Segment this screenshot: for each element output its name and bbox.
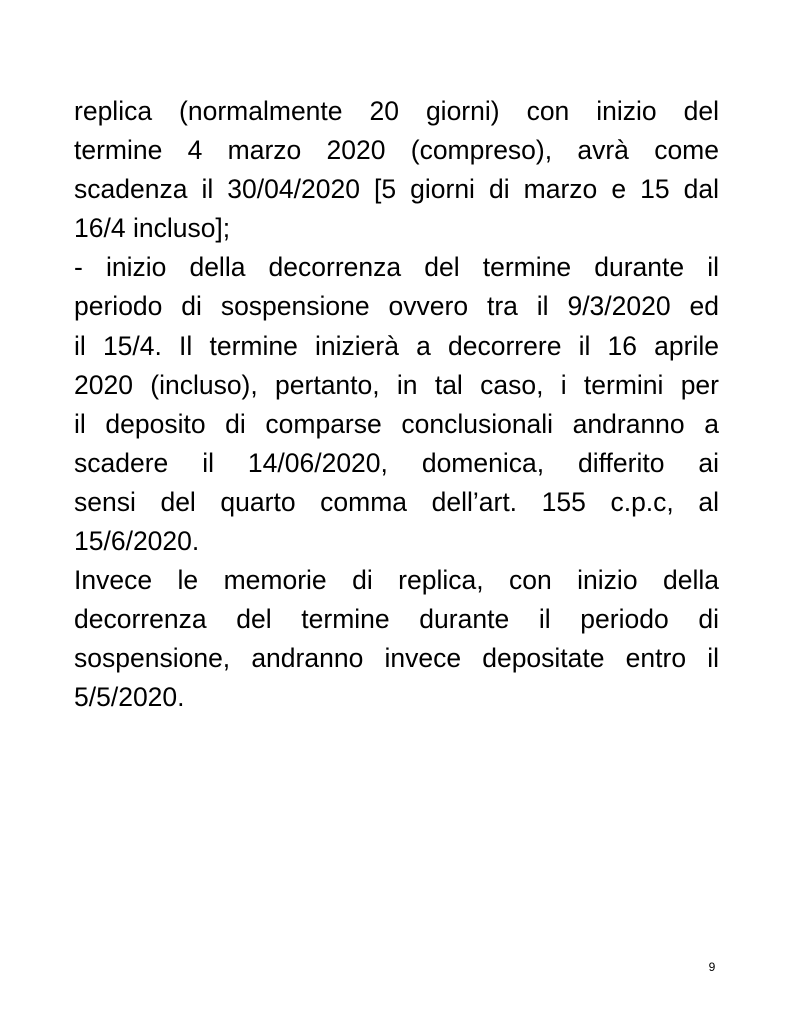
- text-line: periodo di sospensione ovvero tra il 9/3/2020 ed: [74, 291, 719, 322]
- text-line: 2020 (incluso), pertanto, in tal caso, i termini per: [74, 369, 719, 400]
- text-line: scadere il 14/06/2020, domenica, differito ai: [74, 447, 719, 478]
- text-line: decorrenza del termine durante il periodo di: [74, 604, 719, 635]
- text-line: - inizio della decorrenza del termine durante il: [74, 252, 719, 283]
- text-line: sospensione, andranno invece depositate entro il: [74, 643, 719, 674]
- text-line: replica (normalmente 20 giorni) con inizio del: [74, 96, 719, 126]
- text-line: il deposito di comparse conclusionali andranno a: [74, 408, 719, 439]
- text-line: scadenza il 30/04/2020 [5 giorni di marzo e 15 dal: [74, 174, 719, 205]
- text-line: sensi del quarto comma dell’art. 155 c.p.c, al: [74, 486, 719, 517]
- body-text: [74, 92, 719, 718]
- text-line: 16/4 incluso];: [74, 213, 231, 244]
- text-line: 15/6/2020.: [74, 526, 200, 557]
- text-line: 5/5/2020.: [74, 682, 185, 713]
- text-line: Invece le memorie di replica, con inizio della: [74, 565, 719, 596]
- page-number: 9: [708, 960, 716, 974]
- text-line: il 15/4. Il termine inizierà a decorrere il 16 aprile: [74, 330, 719, 361]
- text-line: termine 4 marzo 2020 (compreso), avrà come: [74, 135, 719, 166]
